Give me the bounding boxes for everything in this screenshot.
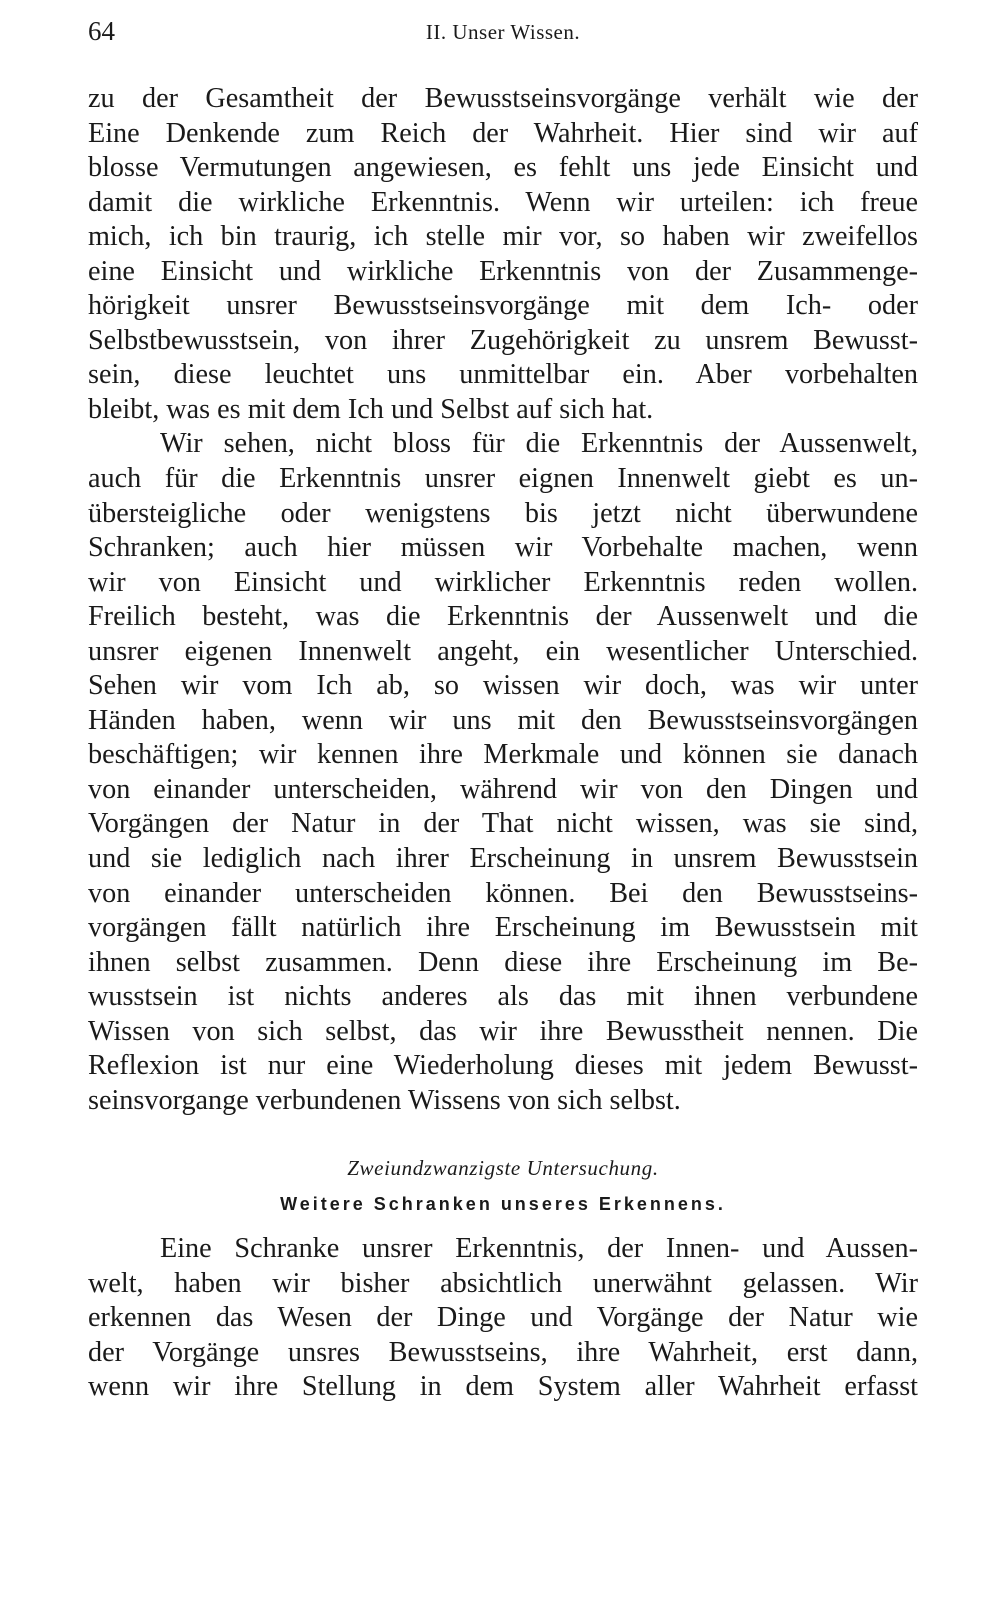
text-line: beschäftigen; wir kennen ihre Merkmale und können sie danach	[88, 739, 918, 771]
text-line: Freilich besteht, was die Erkenntnis der Aussenwelt und die	[88, 601, 918, 633]
text-line: Eine Denkende zum Reich der Wahrheit. Hier sind wir auf	[88, 117, 918, 149]
text-line: blosse Vermutungen angewiesen, es fehlt uns jede Einsicht und	[88, 152, 918, 184]
page-header	[88, 14, 918, 54]
text-line: übersteigliche oder wenigstens bis jetzt nicht überwundene	[88, 497, 918, 529]
section-title: Zweiundzwanzigste Untersuchung.	[347, 1156, 659, 1180]
text-line: Reflexion ist nur eine Wiederholung dieses mit jedem Bewusst-	[88, 1050, 918, 1082]
text-line: Eine Schranke unsrer Erkenntnis, der Innen- und Aussen-	[160, 1233, 918, 1264]
text-line: auch für die Erkenntnis unsrer eignen Innenwelt giebt es un-	[88, 463, 918, 495]
main-text	[88, 82, 918, 1118]
text-line: Wissen von sich selbst, das wir ihre Bewusstheit nennen. Die	[88, 1015, 918, 1047]
text-line: erkennen das Wesen der Dinge und Vorgänge der Natur wie	[88, 1302, 918, 1334]
text-line: Selbstbewusstsein, von ihrer Zugehörigkeit zu unsrem Bewusst-	[88, 324, 918, 356]
text-line: wenn wir ihre Stellung in dem System aller Wahrheit erfasst	[88, 1371, 918, 1403]
text-line: von einander unterscheiden können. Bei den Bewusstseins-	[88, 877, 918, 909]
text-line: eine Einsicht und wirkliche Erkenntnis von der Zusammenge-	[88, 255, 918, 287]
text-line: von einander unterscheiden, während wir von den Dingen und	[88, 773, 918, 805]
text-line: Wir sehen, nicht bloss für die Erkenntnis der Aussenwelt,	[160, 428, 918, 460]
text-line: Händen haben, wenn wir uns mit den Bewusstseinsvorgängen	[88, 704, 918, 736]
text-line: und sie lediglich nach ihrer Erscheinung in unsrem Bewusstsein	[88, 843, 918, 875]
text-line: mich, ich bin traurig, ich stelle mir vor, so haben wir zweifellos	[88, 221, 918, 253]
text-line: vorgängen fällt natürlich ihre Erscheinung im Bewusstsein mit	[88, 912, 918, 944]
text-line: Sehen wir vom Ich ab, so wissen wir doch, was wir unter	[88, 670, 918, 702]
text-line: bleibt, was es mit dem Ich und Selbst auf sich hat.	[88, 393, 654, 425]
text-line: ihnen selbst zusammen. Denn diese ihre Erscheinung im Be-	[88, 946, 918, 978]
text-line: unsrer eigenen Innenwelt angeht, ein wesentlicher Unterschied.	[88, 635, 918, 667]
text-line: hörigkeit unsrer Bewusstseinsvorgänge mit dem Ich- oder	[88, 290, 918, 322]
paragraph-1	[88, 82, 918, 427]
text-line: zu der Gesamtheit der Bewusstseinsvorgänge verhält wie der	[88, 83, 918, 114]
text-line: der Vorgänge unsres Bewusstseins, ihre Wahrheit, erst dann,	[88, 1336, 918, 1368]
text-line: sein, diese leuchtet uns unmittelbar ein. Aber vorbehalten	[88, 359, 918, 391]
text-line: wusstsein ist nichts anderes als das mit ihnen verbundene	[88, 981, 918, 1013]
text-line: Schranken; auch hier müssen wir Vorbehalte machen, wenn	[88, 532, 918, 564]
text-line: wir von Einsicht und wirklicher Erkenntnis reden wollen.	[88, 566, 918, 598]
section-subtitle: Weitere Schranken unseres Erkennens.	[280, 1194, 726, 1214]
paragraph-3	[88, 1232, 918, 1405]
running-head: II. Unser Wissen.	[425, 20, 581, 44]
page-number: 64	[88, 16, 115, 46]
text-line: damit die wirkliche Erkenntnis. Wenn wir urteilen: ich freue	[88, 186, 918, 218]
text-line: seinsvorgange verbundenen Wissens von sich selbst.	[88, 1084, 681, 1116]
text-line: welt, haben wir bisher absichtlich unerwähnt gelassen. Wir	[88, 1267, 918, 1299]
text-line: Vorgängen der Natur in der That nicht wissen, was sie sind,	[88, 808, 918, 840]
paragraph-2	[88, 427, 918, 1118]
